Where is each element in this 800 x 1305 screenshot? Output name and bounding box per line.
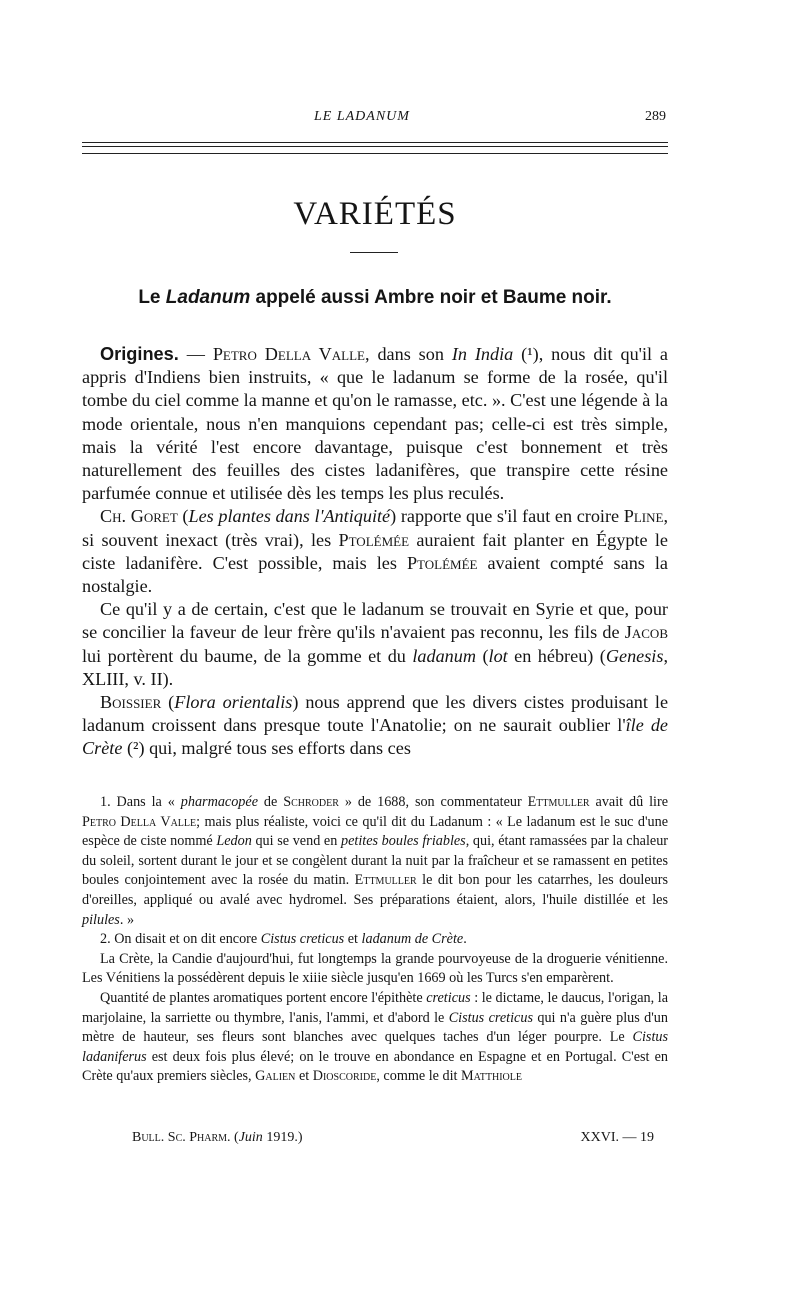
work-title: Les plantes dans l'Antiquité [188, 506, 391, 527]
header-rule [82, 142, 668, 143]
author-name: Boissier [100, 692, 162, 713]
text: en hébreu) ( [507, 645, 606, 666]
running-head [82, 109, 668, 129]
italic-term: creticus [426, 989, 471, 1006]
text: ; mais plus réaliste, voici ce qu'il dit du Ladanum : « Le ladanum est le suc d'une espèce de ciste nommé [82, 813, 668, 850]
text: (²) qui, malgré tous ses efforts dans ces [122, 738, 411, 759]
footnote-2-continued [82, 989, 668, 1087]
text: . » [119, 911, 135, 928]
text: qui se vend en [251, 833, 341, 850]
text: ( [161, 692, 175, 713]
text: — [178, 344, 213, 364]
italic-term: lot [488, 645, 508, 666]
work-title: In India [451, 344, 514, 364]
author-name: Dioscoride [312, 1068, 377, 1085]
header-rule [82, 153, 668, 154]
text: est deux fois plus élevé; on le trouve en abondance en Espagne et en Portugal. C'est en Crète qu'aux premiers siècles, [82, 1048, 668, 1085]
author-name: Schroder [283, 794, 339, 810]
author-name: Matthiole [461, 1068, 522, 1085]
volume-sheet: XXVI. — 19 [580, 1130, 654, 1145]
title-divider [350, 252, 398, 253]
paragraph [82, 343, 668, 505]
article-subtitle [82, 287, 668, 309]
italic-term: île de Crète [82, 715, 668, 759]
text: 2. On disait et on dit encore [100, 931, 261, 948]
page-number: 289 [645, 109, 666, 124]
text: auraient fait planter en Égypte le ciste ladanifère. C'est possible, mais les [82, 529, 668, 573]
footnote-2-continued: La Crète, la Candie d'aujourd'hui, fut longtemps la grande pourvoyeuse de la droguerie vénitienne. Les Vénitiens la possédèrent depuis le xiiie siècle jusqu'en 1669 où les Turcs s'en emparèrent. [82, 950, 668, 987]
italic-term: ladanum [412, 645, 476, 666]
text: ) rapporte que s'il faut en croire [390, 506, 624, 527]
text: lui portèrent du baume, de la gomme et du [82, 645, 413, 666]
text: et [295, 1068, 313, 1085]
author-name: Ettmuller [354, 872, 417, 889]
text: Quantité de plantes aromatiques portent encore l'épithète [100, 989, 427, 1006]
text: : le dictame, le daucus, l'origan, la marjolaine, la sarriette ou thymbre, l'anis, l'ammi, et d'abord le [82, 989, 668, 1026]
page-footer [82, 1130, 668, 1150]
work-title: Flora orientalis [174, 692, 293, 713]
text: ( [177, 506, 189, 527]
text: ( [476, 645, 489, 666]
italic-term: Ledon [216, 833, 252, 850]
author-name: Ch. Goret [100, 506, 178, 527]
text: , XLIII, v. II). [82, 645, 668, 689]
running-title: LE LADANUM [314, 109, 410, 124]
month: Juin [238, 1130, 263, 1145]
italic-term: pharmacopée [180, 794, 258, 810]
text: qui n'a guère plus d'un mètre de hauteur, ses fleurs sont blanches avec quelques taches d'un léger pourpre. Le [82, 1009, 668, 1046]
subtitle-text: appelé aussi Ambre noir et Baume noir. [250, 287, 612, 308]
text: avait dû lire [589, 794, 668, 810]
text: avaient compté sans la nostalgie. [82, 552, 668, 597]
footnote-1 [82, 793, 668, 930]
italic-term: Cistus creticus [260, 931, 345, 948]
italic-term: petites boules friables [340, 833, 466, 850]
journal-citation [132, 1130, 302, 1146]
author-name: Pline [623, 506, 664, 527]
text: Ce qu'il y a de certain, c'est que le ladanum se trouvait en Syrie et que, pour se concilier la faveur de leur frère qu'ils n'avaient pas reconnu, les fils de [82, 599, 668, 643]
text: . [463, 931, 467, 948]
text: et [344, 931, 362, 948]
section-title: VARIÉTÉS [293, 196, 457, 232]
author-name: Petro Della Valle [212, 344, 366, 364]
footnotes [82, 793, 668, 1087]
text: ) nous apprend que les divers cistes produisant le ladanum croissent dans presque toute l'Anatolie; on ne saurait oublier l' [82, 692, 669, 736]
work-title: Genesis [605, 645, 664, 666]
paragraph [82, 505, 668, 598]
text: , si souvent inexact (très vrai), les [82, 506, 669, 550]
footnote-2 [82, 930, 668, 950]
text: (¹), nous dit qu'il a appris d'Indiens bien instruits, « que le ladanum se forme de la rosée, qu'il tombe du ciel comme la manne et qu'on le ramasse, etc. ». C'est une légende à la mode orientale, nous n'en manquions cependant pas; celle-ci est très simple, mais la vérité l'est encore davantage, puisque c'est bonnement et très naturellement des feuilles des cistes ladanifères, que transpire cette résine parfumée connue et utilisée dès les temps les plus reculés. [82, 344, 669, 504]
author-name: Ettmuller [527, 794, 590, 810]
text: , qui, étant ramassées par la chaleur du soleil, sortent durant le jour et se congèlent durant la nuit par la fraîcheur et se ramassent en petites boules conjointement avec la rosée du matin. [82, 833, 669, 889]
italic-term: Cistus creticus [448, 1009, 533, 1026]
article-body [82, 343, 668, 761]
subtitle-text: Le [138, 287, 166, 308]
italic-term: Cistus ladaniferus [82, 1029, 668, 1065]
author-name: Galien [255, 1068, 296, 1085]
journal-name: Bull. Sc. Pharm. [132, 1130, 231, 1145]
text: de [258, 794, 284, 810]
text: le dit bon pour les catarrhes, les douleurs d'oreilles, appliqué ou avalé avec hydromel. Ses préparations étaient, alors, l'huile distillée et les [82, 872, 669, 908]
subtitle-italic: Ladanum [165, 287, 251, 308]
text: , dans son [365, 344, 452, 364]
italic-term: pilules [82, 911, 120, 928]
author-name: Ptolémée [406, 552, 478, 573]
paragraph [82, 691, 668, 761]
author-name: Petro Della Valle [82, 813, 197, 830]
header-rule [82, 146, 668, 147]
text: ( [230, 1130, 239, 1145]
author-name: Ptolémée [338, 529, 410, 550]
paragraph-lead: Origines. [100, 344, 179, 364]
author-name: Jacob [624, 622, 668, 643]
text: , comme le dit [376, 1068, 462, 1085]
italic-term: ladanum de Crète [361, 931, 464, 948]
text: » de 1688, son commentateur [338, 794, 528, 810]
paragraph [82, 598, 668, 691]
text: 1. Dans la « [100, 794, 181, 810]
text: 1919.) [262, 1130, 303, 1145]
